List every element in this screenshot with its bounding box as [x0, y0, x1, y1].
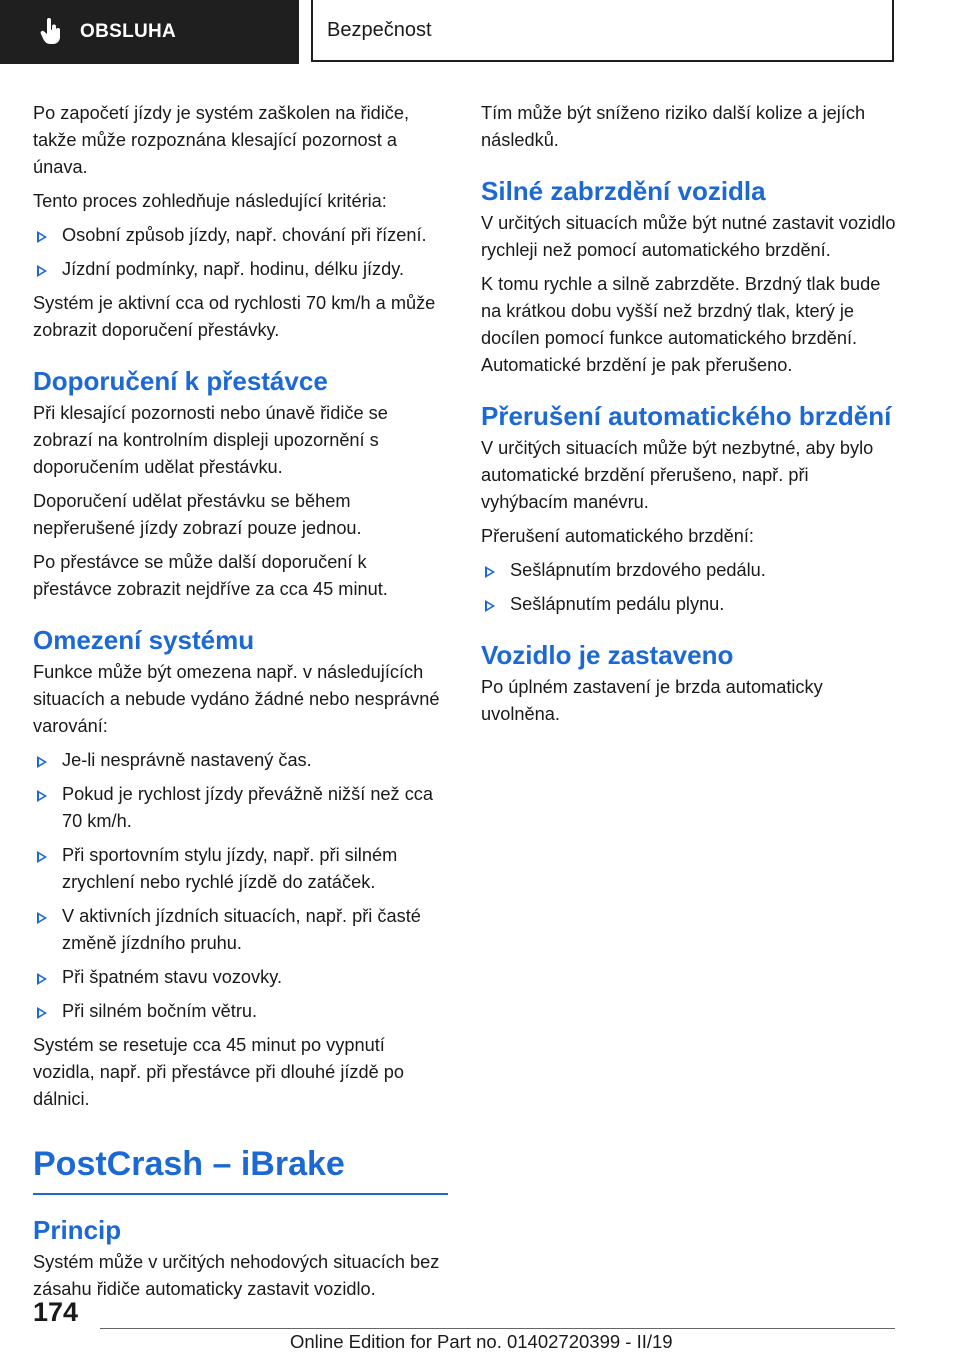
right-column: [481, 100, 899, 735]
paragraph: Tento proces zohledňuje následující kritéria:: [33, 191, 387, 211]
paragraph: Systém je aktivní cca od rychlosti 70 km/h a může zobrazit doporučení přestávky.: [33, 293, 436, 340]
list-item: Sešlápnutím brzdového pedálu.: [481, 557, 899, 584]
paragraph: K tomu rychle a silně zabrzděte. Brzdný tlak bude na krátkou dobu vyšší než brzdný tlak, který je docílen pomocí funkce automatického brzdění. Automatické brzdění je pak přerušeno.: [481, 274, 881, 375]
criteria-list: [33, 222, 448, 283]
heading-postcrash-ibrake: PostCrash – iBrake: [33, 1141, 448, 1195]
heading-break-recommendation: Doporučení k přestávce: [33, 366, 328, 396]
paragraph: Systém se resetuje cca 45 minut po vypnutí vozidla, např. při přestávce při dlouhé jízdě po dálnici.: [33, 1035, 405, 1109]
triangle-bullet-icon: [37, 265, 47, 277]
limits-list: [33, 747, 448, 1025]
list-item: V aktivních jízdních situacích, např. při časté změně jízdního pruhu.: [33, 903, 448, 957]
paragraph: Při klesající pozornosti nebo únavě řidiče se zobrazí na kontrolním displeji upozornění s doporučením udělat přestávku.: [33, 403, 388, 477]
chapter-label: Bezpečnost: [327, 18, 432, 41]
paragraph: Po započetí jízdy je systém zaškolen na řidiče, takže může rozpoznána klesající pozornost a únava.: [33, 103, 410, 177]
triangle-bullet-icon: [37, 1007, 47, 1019]
paragraph: Přerušení automatického brzdění:: [481, 526, 754, 546]
left-column: [33, 100, 448, 1310]
triangle-bullet-icon: [485, 566, 495, 578]
list-item: Je-li nesprávně nastavený čas.: [33, 747, 448, 774]
paragraph: Po úplném zastavení je brzda automaticky uvolněna.: [481, 677, 823, 724]
list-item: Při silném bočním větru.: [33, 998, 448, 1025]
list-item: Sešlápnutím pedálu plynu.: [481, 591, 899, 618]
triangle-bullet-icon: [37, 912, 47, 924]
paragraph: Tím může být sníženo riziko další kolize a jejích následků.: [481, 103, 866, 150]
heading-system-limits: Omezení systému: [33, 625, 255, 655]
chapter-tab: [311, 0, 894, 62]
page-header: [0, 0, 960, 66]
heading-vehicle-stopped: Vozidlo je zastaveno: [481, 640, 734, 670]
paragraph: V určitých situacích může být nutné zastavit vozidlo rychleji než pomocí automatického brzdění.: [481, 213, 896, 260]
triangle-bullet-icon: [37, 851, 47, 863]
triangle-bullet-icon: [37, 973, 47, 985]
triangle-bullet-icon: [37, 790, 47, 802]
paragraph: Doporučení udělat přestávku se během nepřerušené jízdy zobrazí pouze jednou.: [33, 491, 362, 538]
page-number: 174: [33, 1297, 79, 1327]
list-item: Při špatném stavu vozovky.: [33, 964, 448, 991]
edition-footer: Online Edition for Part no. 01402720399 - II/19: [290, 1331, 673, 1352]
section-tab: [0, 0, 299, 64]
interrupt-list: [481, 557, 899, 618]
paragraph: Po přestávce se může další doporučení k přestávce zobrazit nejdříve za cca 45 minut.: [33, 552, 388, 599]
paragraph: Systém může v určitých nehodových situacích bez zásahu řidiče automaticky zastavit vozidlo.: [33, 1252, 440, 1299]
heading-strong-braking: Silné zabrzdění vozidla: [481, 176, 766, 206]
triangle-bullet-icon: [37, 231, 47, 243]
hand-pointer-icon: [40, 18, 64, 46]
heading-principle: Princip: [33, 1215, 122, 1245]
paragraph: Funkce může být omezena např. v následujících situacích a nebude vydáno žádné nebo nesprávné varování:: [33, 662, 440, 736]
paragraph: V určitých situacích může být nezbytné, aby bylo automatické brzdění přerušeno, např. při vyhýbacím manévru.: [481, 438, 874, 512]
triangle-bullet-icon: [37, 756, 47, 768]
heading-interrupt-braking: Přerušení automatického brzdění: [481, 401, 892, 431]
triangle-bullet-icon: [485, 600, 495, 612]
list-item: Pokud je rychlost jízdy převážně nižší než cca 70 km/h.: [33, 781, 448, 835]
list-item: Jízdní podmínky, např. hodinu, délku jízdy.: [33, 256, 448, 283]
list-item: Osobní způsob jízdy, např. chování při řízení.: [33, 222, 448, 249]
footer-divider: [100, 1328, 895, 1329]
list-item: Při sportovním stylu jízdy, např. při silném zrychlení nebo rychlé jízdě do zatáček.: [33, 842, 448, 896]
section-label: OBSLUHA: [80, 21, 177, 42]
